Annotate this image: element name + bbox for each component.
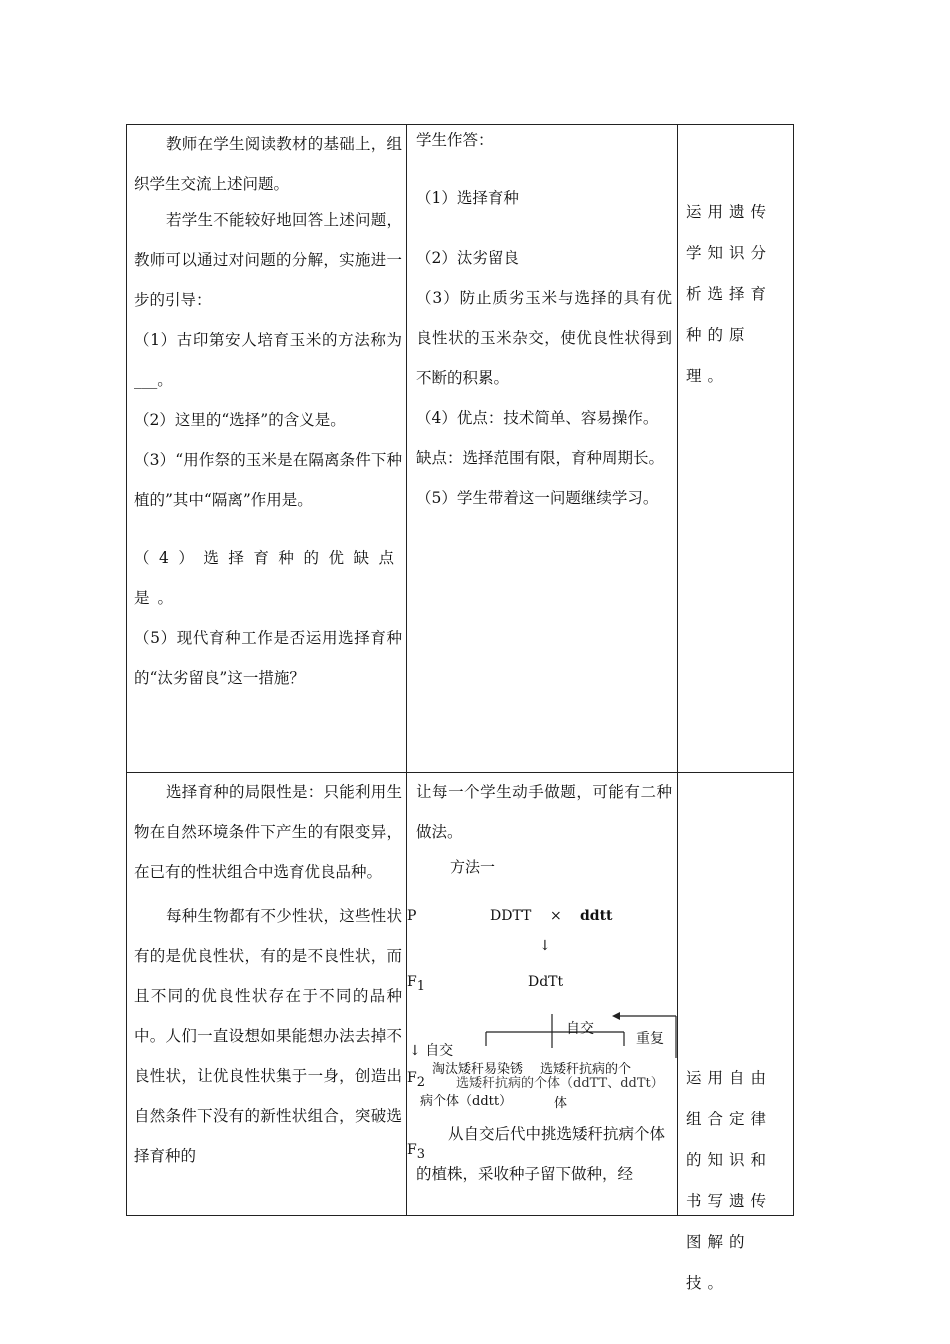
cross-symbol: × xyxy=(550,908,562,924)
f3-description: 从自交后代中挑选矮秆抗病个体的植株，采收种子留下做种，经 xyxy=(416,1125,666,1183)
f1-genotype: DdTt xyxy=(528,974,564,990)
row1-student-cell xyxy=(416,124,672,518)
question-2: （2）这里的“选择”的含义是。 xyxy=(134,411,346,429)
lesson-table xyxy=(126,124,794,1292)
row1-intent-cell xyxy=(686,192,788,397)
column-divider-1 xyxy=(406,124,407,1216)
row2-teacher-cell xyxy=(134,772,402,1176)
f2-select: 选矮秆抗病的个体（ddTT、ddTt） xyxy=(456,1076,664,1091)
instruction: 让每一个学生动手做题，可能有二种做法。 xyxy=(416,783,672,841)
question-1: （1）古印第安人培育玉米的方法称为___。 xyxy=(134,331,402,389)
f2-select-right-2: 体 xyxy=(554,1096,568,1111)
f2-discard-2: 病个体（ddtt） xyxy=(420,1094,513,1109)
f2-discard: 淘汰矮秆易染锈 xyxy=(432,1062,524,1077)
generation-f3-label: $F_3$ xyxy=(407,1142,425,1162)
row2-student-cell xyxy=(416,772,672,852)
question-4: （4）选择育种的优缺点是。 xyxy=(134,549,402,607)
f2-select-right: 选矮秆抗病的个 xyxy=(540,1062,632,1077)
intent-text: 运用自由组合定律的知识和书写遗传图解的技。 xyxy=(686,1069,773,1292)
table-border-right xyxy=(793,124,794,1216)
method-label: 方法一 xyxy=(450,858,496,876)
parent-1-genotype: DDTT xyxy=(490,908,532,924)
repeat-label: 重复 xyxy=(636,1031,664,1047)
generation-f2-label: $F_2$ xyxy=(407,1070,425,1090)
answer-4b: 缺点：选择范围有限，育种周期长。 xyxy=(416,449,665,467)
table-border-left xyxy=(126,124,127,1216)
answer-heading: 学生作答： xyxy=(416,131,494,149)
down-arrow: ↓ xyxy=(539,938,551,954)
paragraph: 教师在学生阅读教材的基础上，组织学生交流上述问题。 xyxy=(134,135,402,193)
question-5: （5）现代育种工作是否运用选择育种的“汰劣留良”这一措施？ xyxy=(134,629,402,687)
generation-p-label: P xyxy=(407,908,417,924)
parent-2-genotype: ddtt xyxy=(580,908,613,924)
answer-5: （5）学生带着这一问题继续学习。 xyxy=(416,489,659,507)
selfing-label: 自交 xyxy=(566,1021,594,1037)
answer-1: （1）选择育种 xyxy=(416,189,519,207)
selfing-left-label: ↓ 自交 xyxy=(409,1043,454,1059)
row2-intent-cell xyxy=(686,1058,788,1304)
row1-teacher-cell xyxy=(134,124,402,698)
generation-f1-label: $F_1$ xyxy=(407,974,425,994)
intent-text: 运用遗传学知识分析选择育种的原理。 xyxy=(686,203,773,385)
paragraph: 若学生不能较好地回答上述问题，教师可以通过对问题的分解，实施进一步的引导： xyxy=(134,211,402,309)
answer-4: （4）优点：技术简单、容易操作。 xyxy=(416,409,659,427)
answer-2: （2）汰劣留良 xyxy=(416,249,519,267)
answer-3: （3）防止质劣玉米与选择的具有优良性状的玉米杂交，使优良性状得到不断的积累。 xyxy=(416,289,672,387)
question-3: （3）“用作祭的玉米是在隔离条件下种植的”其中“隔离”作用是。 xyxy=(134,451,402,509)
paragraph: 选择育种的局限性是：只能利用生物在自然环境条件下产生的有限变异，在已有的性状组合中选育优良品种。 xyxy=(134,783,402,881)
paragraph: 每种生物都有不少性状，这些性状有的是优良性状，有的是不良性状，而且不同的优良性状存在于不同的品种中。人们一直设想如果能想办法去掉不良性状，让优良性状集于一身，创造出自然条件下没有的新性状组合，突破选择育种的 xyxy=(134,907,402,1165)
